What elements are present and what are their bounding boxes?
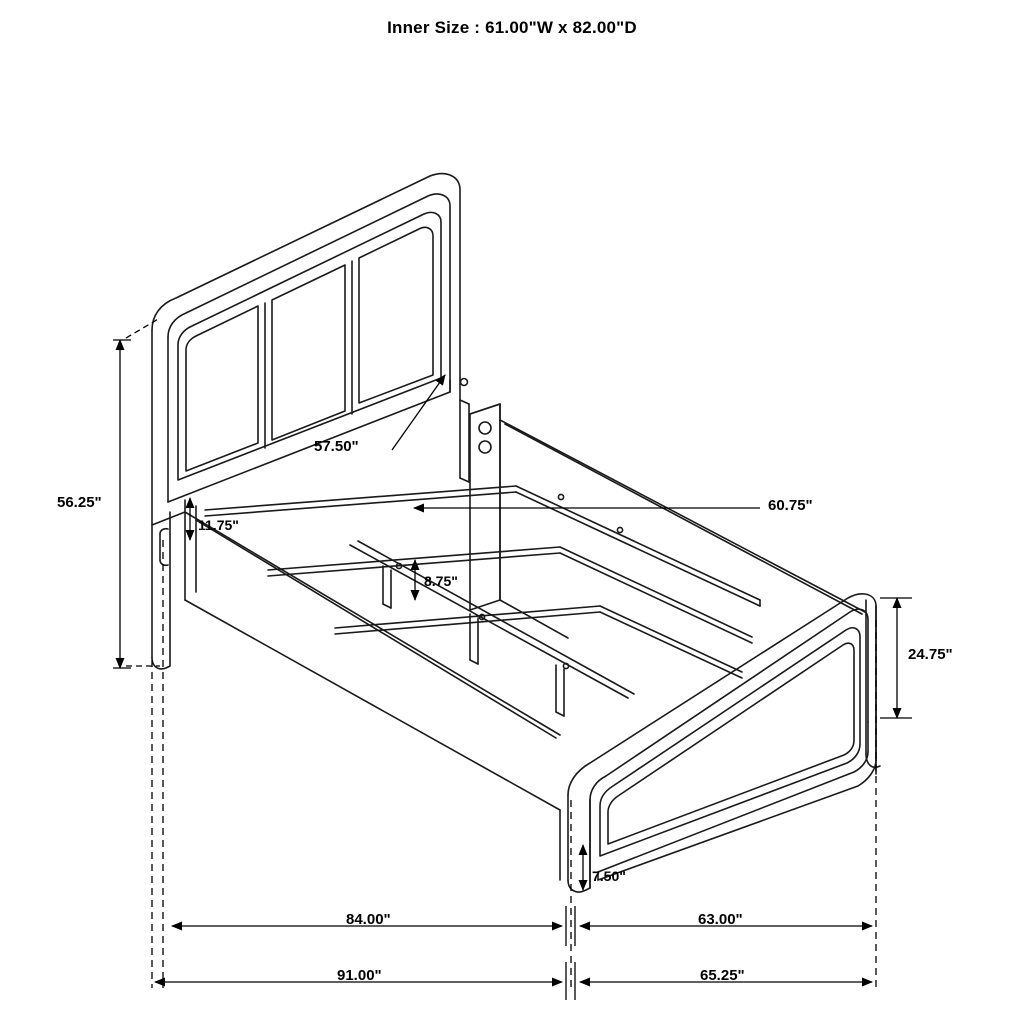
dim-headboard-panel-width: 57.50" bbox=[314, 438, 359, 455]
page-title: Inner Size : 61.00"W x 82.00"D bbox=[387, 18, 637, 37]
dim-inner-length: 84.00" bbox=[346, 911, 391, 928]
dim-footboard-height: 24.75" bbox=[908, 646, 953, 663]
dim-headboard-height: 56.25" bbox=[57, 494, 102, 511]
dim-overall-length: 91.00" bbox=[337, 967, 382, 984]
dim-rail-to-panel: 11.75" bbox=[198, 517, 239, 533]
dim-slat-height: 8.75" bbox=[424, 573, 458, 589]
dim-footboard-depth-overall: 65.25" bbox=[700, 967, 745, 984]
dim-footboard-depth-inner: 63.00" bbox=[698, 911, 743, 928]
dim-inner-rail-width: 60.75" bbox=[768, 497, 813, 514]
dim-footboard-bottom-gap: 7.50" bbox=[592, 868, 626, 884]
